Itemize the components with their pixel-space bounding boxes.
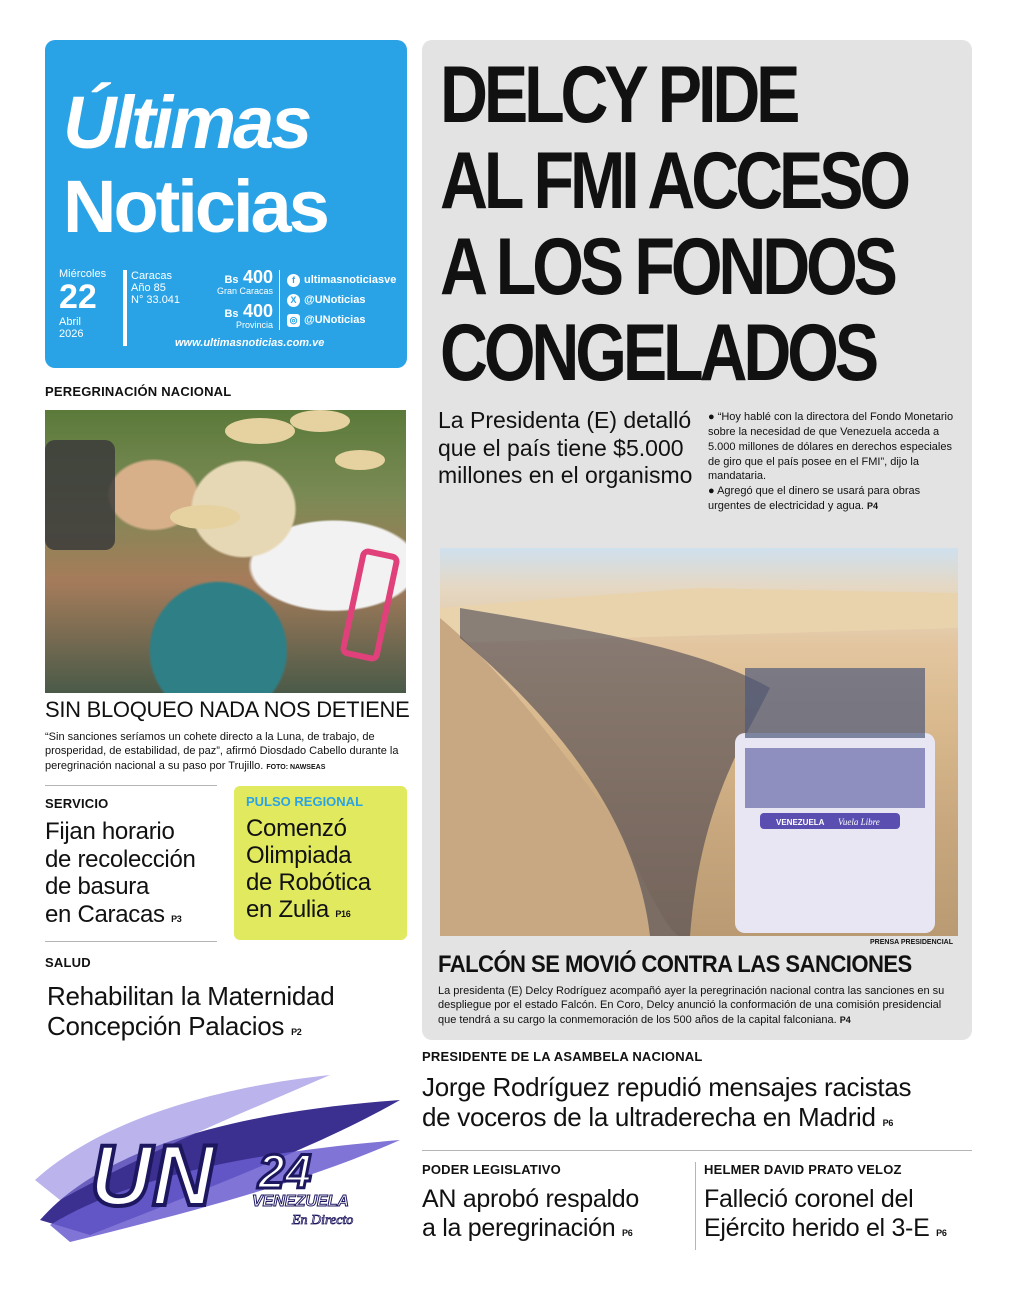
pulso-kicker: PULSO REGIONAL bbox=[246, 794, 364, 809]
headline-line-text: Ejército herido el 3-E bbox=[704, 1213, 930, 1242]
main-deck: La Presidenta (E) detalló que el país tiene $5.000 millones en el organismo bbox=[438, 407, 693, 489]
left-kicker: PEREGRINACIÓN NACIONAL bbox=[45, 384, 232, 399]
photo-scene bbox=[440, 548, 958, 936]
page-ref: P2 bbox=[291, 1026, 302, 1037]
headline-line: AL FMI ACCESO bbox=[440, 136, 908, 226]
headline-line: CONGELADOS bbox=[440, 308, 876, 398]
logo-venezuela-text: VENEZUELA bbox=[252, 1193, 349, 1210]
headline-line: de recolección bbox=[45, 845, 196, 873]
headline-line-text: Concepción Palacios bbox=[47, 1010, 285, 1041]
headline-line: Comenzó bbox=[246, 815, 347, 842]
headline-line bbox=[47, 1012, 334, 1042]
headline-line bbox=[422, 1103, 911, 1133]
helmer-headline bbox=[704, 1185, 947, 1243]
headline-line: Fijan horario bbox=[45, 818, 175, 845]
date-day: 22 bbox=[59, 278, 97, 317]
masthead bbox=[45, 40, 407, 368]
photo-hat bbox=[290, 410, 350, 432]
main-bullets bbox=[708, 410, 958, 514]
falcon-caravan-photo bbox=[440, 548, 958, 936]
page-ref: P3 bbox=[171, 913, 182, 924]
headline-line: A LOS FONDOS bbox=[440, 222, 894, 312]
page-ref: P6 bbox=[622, 1227, 633, 1238]
date-month: Abril bbox=[59, 315, 82, 328]
prices bbox=[215, 268, 273, 336]
bullet-item: ● Agregó que el dinero se usará para obras urgentes de electricidad y agua. P4 bbox=[708, 485, 921, 513]
headline-line: de basura bbox=[45, 873, 150, 901]
social-facebook[interactable] bbox=[287, 270, 396, 290]
un24-logo[interactable] bbox=[30, 1070, 406, 1250]
salud-headline bbox=[47, 982, 334, 1042]
headline-line: DELCY PIDE bbox=[440, 50, 797, 140]
bullet-text: “Hoy hablé con la directora del Fondo Monetario sobre la necesidad de que Venezuela acceda a 5.000 millones de dólares en derechos especiales de giro que el país posee en el FMI”, dijo la mandataria. bbox=[708, 411, 954, 483]
column-divider bbox=[695, 1162, 696, 1250]
facebook-icon: f bbox=[287, 274, 300, 287]
price-caracas bbox=[215, 268, 273, 296]
masthead-divider bbox=[279, 270, 280, 330]
headline-line: Olimpiada bbox=[246, 841, 352, 869]
headline-line-text: en Caracas bbox=[45, 900, 165, 928]
left-body bbox=[45, 730, 410, 773]
x-icon: X bbox=[287, 294, 300, 307]
page-ref: P4 bbox=[867, 501, 879, 512]
price-currency: Bs bbox=[224, 274, 239, 286]
page-ref: P16 bbox=[335, 908, 351, 919]
price-amount: 400 bbox=[242, 267, 273, 287]
website-url[interactable]: www.ultimasnoticias.com.ve bbox=[175, 337, 325, 349]
photo-hat bbox=[335, 450, 385, 470]
pulso-regional-box bbox=[234, 786, 407, 940]
photo-hat bbox=[170, 505, 240, 529]
headline-line bbox=[45, 901, 196, 929]
headline-line-text: a la peregrinación bbox=[422, 1213, 616, 1242]
issue-info bbox=[131, 270, 180, 306]
left-photo-credit: FOTO: NAWSEAS bbox=[266, 763, 326, 771]
photo-phone bbox=[45, 440, 115, 550]
social-handle: @UNoticias bbox=[304, 294, 366, 306]
legislativo-kicker: PODER LEGISLATIVO bbox=[422, 1162, 561, 1177]
price-currency: Bs bbox=[224, 308, 239, 320]
social-instagram[interactable] bbox=[287, 310, 396, 330]
truck-sign-text: VENEZUELA bbox=[776, 818, 825, 827]
main-photo-credit: PRENSA PRESIDENCIAL bbox=[870, 939, 953, 946]
headline-line bbox=[422, 1214, 639, 1243]
price-amount: 400 bbox=[242, 301, 273, 321]
page-ref: P6 bbox=[882, 1117, 894, 1128]
social-links bbox=[287, 270, 396, 330]
asamblea-kicker: PRESIDENTE DE LA ASAMBELA NACIONAL bbox=[422, 1049, 703, 1064]
legislativo-headline bbox=[422, 1185, 639, 1243]
pulso-headline bbox=[246, 816, 371, 924]
bullet-text: Agregó que el dinero se usará para obras urgentes de electricidad y agua. bbox=[708, 485, 921, 513]
salud-kicker: SALUD bbox=[45, 955, 91, 970]
issue-date bbox=[59, 268, 119, 340]
divider bbox=[422, 1150, 972, 1151]
headline-line-text: de voceros de la ultraderecha en Madrid bbox=[422, 1101, 876, 1132]
servicio-headline bbox=[45, 818, 196, 928]
divider bbox=[45, 941, 217, 942]
price-provincia bbox=[215, 302, 273, 330]
logo-24-text: 24 bbox=[258, 1146, 312, 1199]
left-body-text: “Sin sanciones seríamos un cohete directo a la Luna, de trabajo, de prosperidad, de estabilidad, de paz”, afirmó Diosdado Cabello durante la peregrinación nacional a su paso por Trujillo. bbox=[45, 731, 399, 772]
headline-line: AN aprobó respaldo bbox=[422, 1185, 639, 1213]
social-handle: @UNoticias bbox=[304, 314, 366, 326]
logo-ultimas: Últimas bbox=[63, 81, 310, 164]
instagram-icon: ◎ bbox=[287, 314, 300, 327]
main-headline bbox=[440, 52, 907, 396]
truck-sign-text: Vuela Libre bbox=[838, 817, 880, 827]
headline-line bbox=[246, 897, 371, 924]
social-x[interactable] bbox=[287, 290, 396, 310]
servicio-kicker: SERVICIO bbox=[45, 796, 109, 811]
peregrinacion-photo bbox=[45, 410, 406, 693]
bullet-item: ● “Hoy hablé con la directora del Fondo Monetario sobre la necesidad de que Venezuela acceda a 5.000 millones de dólares en derechos especiales de giro que el país posee en el FMI”, dijo la mandataria. bbox=[708, 411, 954, 483]
headline-line: Rehabilitan la Maternidad bbox=[47, 981, 335, 1011]
price-label: Provincia bbox=[235, 320, 273, 330]
page-ref: P4 bbox=[839, 1014, 851, 1025]
issue-year: Año 85 bbox=[131, 282, 166, 295]
asamblea-headline bbox=[422, 1073, 911, 1133]
social-handle: ultimasnoticiasve bbox=[304, 274, 397, 286]
headline-line-text: en Zulia bbox=[246, 895, 329, 923]
price-label: Gran Caracas bbox=[216, 286, 273, 296]
logo-en-directo-text: En Directo bbox=[292, 1213, 354, 1228]
divider bbox=[45, 785, 217, 786]
headline-line: Falleció coronel del bbox=[704, 1185, 914, 1213]
photo-phone bbox=[339, 547, 401, 663]
masthead-divider bbox=[123, 270, 127, 346]
photo-hat bbox=[225, 418, 295, 444]
date-weekday: Miércoles bbox=[59, 268, 107, 280]
headline-line: de Robótica bbox=[246, 868, 371, 896]
headline-line bbox=[704, 1214, 947, 1243]
photo-people bbox=[745, 668, 925, 738]
photo-truck-window bbox=[745, 748, 925, 808]
date-year: 2026 bbox=[59, 327, 84, 340]
sub-body-text: La presidenta (E) Delcy Rodríguez acompañó ayer la peregrinación nacional contra las sanciones en su despliegue por el estado Falcón. En Coro, Delcy anunció la conformación de una comisión presidencial que tendrá a su cargo la conmemoración de los 500 años de la capital falconiana. bbox=[438, 985, 945, 1026]
logo-noticias: Noticias bbox=[63, 165, 327, 248]
issue-city: Caracas bbox=[131, 270, 172, 282]
sub-headline: FALCÓN SE MOVIÓ CONTRA LAS SANCIONES bbox=[438, 951, 912, 978]
issue-number: N° 33.041 bbox=[131, 294, 181, 307]
helmer-kicker: HELMER DAVID PRATO VELOZ bbox=[704, 1162, 902, 1177]
page-ref: P6 bbox=[936, 1227, 947, 1238]
sub-body bbox=[438, 984, 958, 1027]
headline-line: Jorge Rodríguez repudió mensajes racistas bbox=[422, 1072, 912, 1102]
logo-un-text: UN bbox=[90, 1128, 215, 1224]
left-headline: SIN BLOQUEO NADA NOS DETIENE bbox=[45, 697, 410, 722]
